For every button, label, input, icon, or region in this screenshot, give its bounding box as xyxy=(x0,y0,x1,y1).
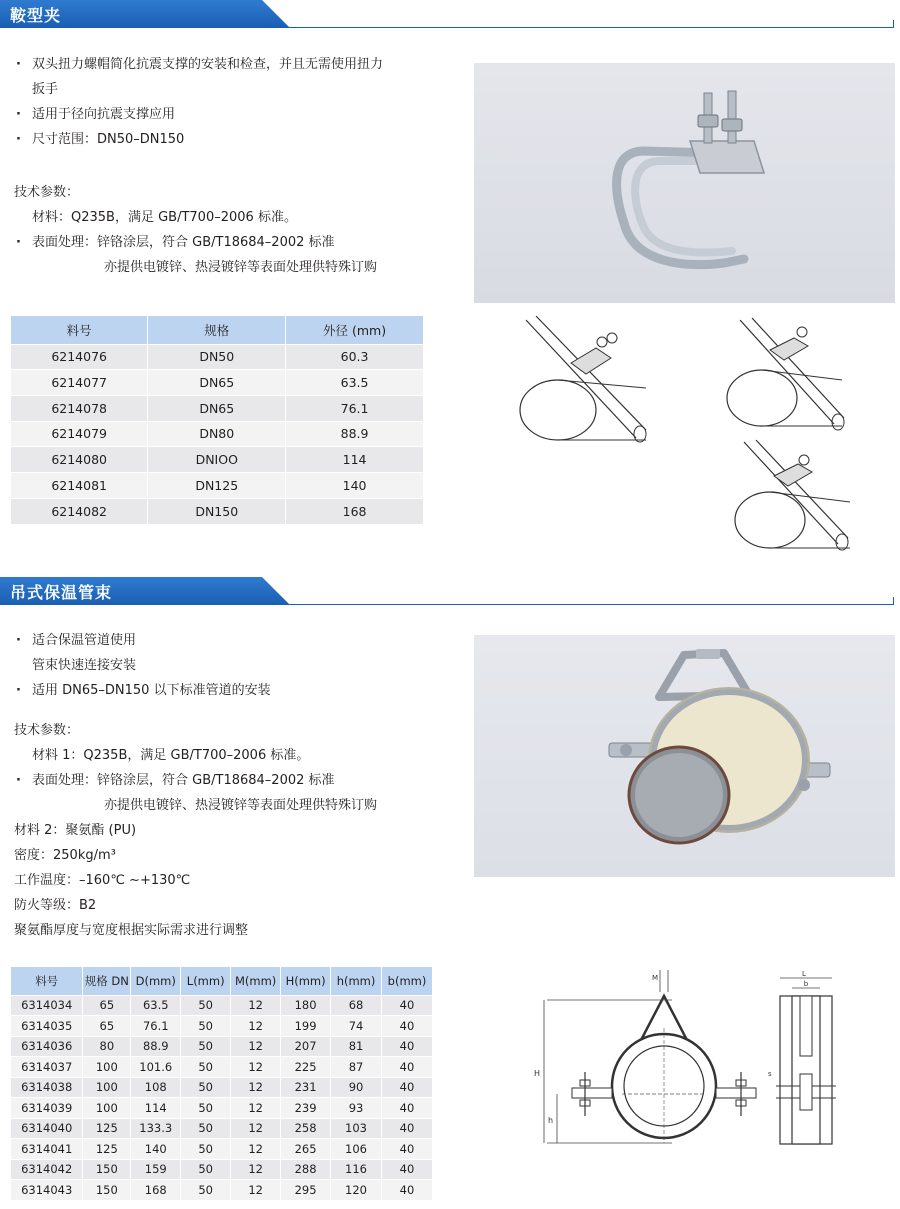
table-cell: 6314034 xyxy=(11,995,83,1016)
section-title: 吊式保温管束 xyxy=(10,583,113,602)
tech-params xyxy=(14,718,377,943)
table-cell: 40 xyxy=(382,995,433,1016)
table-cell: 50 xyxy=(181,1180,231,1201)
thickness-note: 聚氨酯厚度与宽度根据实际需求进行调整 xyxy=(14,923,249,938)
table-cell: 87 xyxy=(331,1057,382,1078)
table-row xyxy=(11,1180,433,1201)
feature-item: 管束快速连接安装 xyxy=(32,658,137,673)
dimension-drawing-front xyxy=(522,968,762,1158)
insulated-clamp-illustration xyxy=(474,635,895,877)
table-row xyxy=(11,1036,433,1057)
table-cell: 108 xyxy=(131,1077,181,1098)
table-cell: 12 xyxy=(231,1036,281,1057)
features-list xyxy=(14,52,383,152)
table-cell: 100 xyxy=(83,1077,131,1098)
table-cell: 103 xyxy=(331,1118,382,1139)
tech-item-cont: 亦提供电镀锌、热浸镀锌等表面处理供特殊订购 xyxy=(104,798,378,813)
label-m: M xyxy=(651,974,658,982)
table-cell: 6314035 xyxy=(11,1016,83,1037)
section-header-saddle-clamp xyxy=(0,0,900,28)
table-cell: 12 xyxy=(231,1098,281,1119)
table-cell: 12 xyxy=(231,1180,281,1201)
table-cell: 12 xyxy=(231,1118,281,1139)
table-cell: 74 xyxy=(331,1016,382,1037)
label-s: s xyxy=(768,1070,772,1078)
table-cell: 6314041 xyxy=(11,1139,83,1160)
installation-diagram-2 xyxy=(722,318,852,433)
insulated-clamp-photo xyxy=(474,635,895,877)
label-b: b xyxy=(803,980,809,988)
table-cell: 50 xyxy=(181,1098,231,1119)
table-cell: 6314038 xyxy=(11,1077,83,1098)
feature-item: · 适用 DN65–DN150 以下标准管道的安装 xyxy=(14,678,271,703)
table-cell: 76.1 xyxy=(131,1016,181,1037)
col-header: L(mm) xyxy=(181,967,231,995)
table-cell: 150 xyxy=(83,1180,131,1201)
col-header: H(mm) xyxy=(281,967,331,995)
table-cell: 258 xyxy=(281,1118,331,1139)
label-h-small: h xyxy=(548,1116,554,1125)
table-cell: 65 xyxy=(83,1016,131,1037)
table-cell: 40 xyxy=(382,1159,433,1180)
density: 密度：250kg/m³ xyxy=(14,848,116,863)
features-list xyxy=(14,628,271,703)
saddle-clamp-photo xyxy=(474,63,895,303)
tech-params xyxy=(14,180,377,280)
table-cell: 80 xyxy=(83,1036,131,1057)
feature-item: · 尺寸范围：DN50–DN150 xyxy=(14,127,383,152)
section-header-insulated-pipe-clamp xyxy=(0,577,900,605)
table-cell: 12 xyxy=(231,1139,281,1160)
label-h-big: H xyxy=(534,1069,541,1078)
table-cell: 295 xyxy=(281,1180,331,1201)
table-cell: 265 xyxy=(281,1139,331,1160)
table-cell: 40 xyxy=(382,1016,433,1037)
table-cell: 12 xyxy=(231,1077,281,1098)
table-row: 6214081 DN125 140 xyxy=(11,472,424,498)
col-header: 料号 xyxy=(11,316,148,344)
table-cell: 125 xyxy=(83,1118,131,1139)
table-row xyxy=(11,1057,433,1078)
tech-label: 技术参数： xyxy=(14,723,80,738)
col-header: 外径 (mm) xyxy=(286,316,424,344)
col-header: h(mm) xyxy=(331,967,382,995)
feature-item: · 双头扭力螺帽简化抗震支撑的安装和检查，并且无需使用扭力 xyxy=(14,52,383,77)
tech-item: · 表面处理：锌铬涂层，符合 GB/T18684–2002 标准 xyxy=(14,768,377,793)
table-cell: 68 xyxy=(331,995,382,1016)
installation-diagram-3 xyxy=(730,440,860,555)
table-cell: 50 xyxy=(181,1118,231,1139)
table-cell: 40 xyxy=(382,1180,433,1201)
table-cell: 231 xyxy=(281,1077,331,1098)
feature-item-cont: 扳手 xyxy=(32,82,59,97)
saddle-clamp-illustration xyxy=(474,63,895,303)
table-cell: 40 xyxy=(382,1077,433,1098)
table-cell: 12 xyxy=(231,1016,281,1037)
col-header: b(mm) xyxy=(382,967,433,995)
fire-rating: 防火等级：B2 xyxy=(14,898,97,913)
table-row: 6214076 DN50 60.3 xyxy=(11,344,424,370)
table-row: 6214079 DN80 88.9 xyxy=(11,421,424,447)
table-cell: 40 xyxy=(382,1057,433,1078)
col-header: D(mm) xyxy=(131,967,181,995)
col-header: M(mm) xyxy=(231,967,281,995)
table-cell: 140 xyxy=(131,1139,181,1160)
working-temperature: 工作温度：–160℃ ~+130℃ xyxy=(14,873,191,888)
header-rule xyxy=(280,27,894,28)
table-row xyxy=(11,1159,433,1180)
table-cell: 81 xyxy=(331,1036,382,1057)
table-row: 6214080 DNIOO 114 xyxy=(11,447,424,473)
installation-diagram-1 xyxy=(516,318,666,448)
table-cell: 100 xyxy=(83,1057,131,1078)
table-row xyxy=(11,1016,433,1037)
dimension-drawing-side xyxy=(768,968,836,1158)
col-header: 料号 xyxy=(11,967,83,995)
table-cell: 6314043 xyxy=(11,1180,83,1201)
table-cell: 12 xyxy=(231,995,281,1016)
header-rule-end xyxy=(893,597,894,605)
table-cell: 6314040 xyxy=(11,1118,83,1139)
table-cell: 150 xyxy=(83,1159,131,1180)
label-l: L xyxy=(802,970,806,978)
saddle-clamp-table xyxy=(11,316,424,524)
tech-item-cont: 亦提供电镀锌、热浸镀锌等表面处理供特殊订购 xyxy=(104,260,378,275)
table-cell: 93 xyxy=(331,1098,382,1119)
table-cell: 90 xyxy=(331,1077,382,1098)
table-cell: 12 xyxy=(231,1159,281,1180)
tech-label: 技术参数： xyxy=(14,185,80,200)
material-2: 材料 2：聚氨酯 (PU) xyxy=(14,823,137,838)
section-title: 鞍型夹 xyxy=(10,6,62,25)
table-cell: 120 xyxy=(331,1180,382,1201)
table-cell: 50 xyxy=(181,1159,231,1180)
tech-item: · 表面处理：锌铬涂层，符合 GB/T18684–2002 标准 xyxy=(14,230,377,255)
table-cell: 40 xyxy=(382,1118,433,1139)
table-cell: 168 xyxy=(131,1180,181,1201)
table-cell: 50 xyxy=(181,995,231,1016)
col-header: 规格 xyxy=(148,316,286,344)
table-cell: 6314039 xyxy=(11,1098,83,1119)
table-cell: 100 xyxy=(83,1098,131,1119)
table-cell: 6314037 xyxy=(11,1057,83,1078)
feature-item: · 适合保温管道使用 xyxy=(14,628,271,653)
header-rule xyxy=(280,604,894,605)
table-cell: 225 xyxy=(281,1057,331,1078)
table-cell: 88.9 xyxy=(131,1036,181,1057)
table-cell: 6314042 xyxy=(11,1159,83,1180)
table-row xyxy=(11,995,433,1016)
table-cell: 6314036 xyxy=(11,1036,83,1057)
table-cell: 239 xyxy=(281,1098,331,1119)
table-cell: 50 xyxy=(181,1077,231,1098)
tech-item: 材料 1：Q235B，满足 GB/T700–2006 标准。 xyxy=(32,748,310,763)
table-cell: 63.5 xyxy=(131,995,181,1016)
table-cell: 101.6 xyxy=(131,1057,181,1078)
table-row xyxy=(11,1139,433,1160)
table-cell: 114 xyxy=(131,1098,181,1119)
table-row: 6214078 DN65 76.1 xyxy=(11,395,424,421)
table-cell: 40 xyxy=(382,1036,433,1057)
feature-item: · 适用于径向抗震支撑应用 xyxy=(14,102,383,127)
table-cell: 50 xyxy=(181,1016,231,1037)
table-cell: 40 xyxy=(382,1139,433,1160)
table-cell: 50 xyxy=(181,1057,231,1078)
table-cell: 125 xyxy=(83,1139,131,1160)
table-row: 6214077 DN65 63.5 xyxy=(11,370,424,396)
table-cell: 116 xyxy=(331,1159,382,1180)
table-cell: 106 xyxy=(331,1139,382,1160)
table-cell: 40 xyxy=(382,1098,433,1119)
table-cell: 159 xyxy=(131,1159,181,1180)
table-row: 6214082 DN150 168 xyxy=(11,498,424,524)
table-cell: 199 xyxy=(281,1016,331,1037)
insulated-clamp-table xyxy=(11,967,433,1200)
table-row xyxy=(11,1077,433,1098)
table-cell: 65 xyxy=(83,995,131,1016)
table-cell: 133.3 xyxy=(131,1118,181,1139)
header-rule-end xyxy=(893,20,894,28)
table-cell: 288 xyxy=(281,1159,331,1180)
table-cell: 180 xyxy=(281,995,331,1016)
tech-item: 材料：Q235B，满足 GB/T700–2006 标准。 xyxy=(32,210,297,225)
table-cell: 12 xyxy=(231,1057,281,1078)
table-cell: 207 xyxy=(281,1036,331,1057)
table-row xyxy=(11,1118,433,1139)
col-header: 规格 DN xyxy=(83,967,131,995)
table-row xyxy=(11,1098,433,1119)
table-cell: 50 xyxy=(181,1139,231,1160)
table-cell: 50 xyxy=(181,1036,231,1057)
